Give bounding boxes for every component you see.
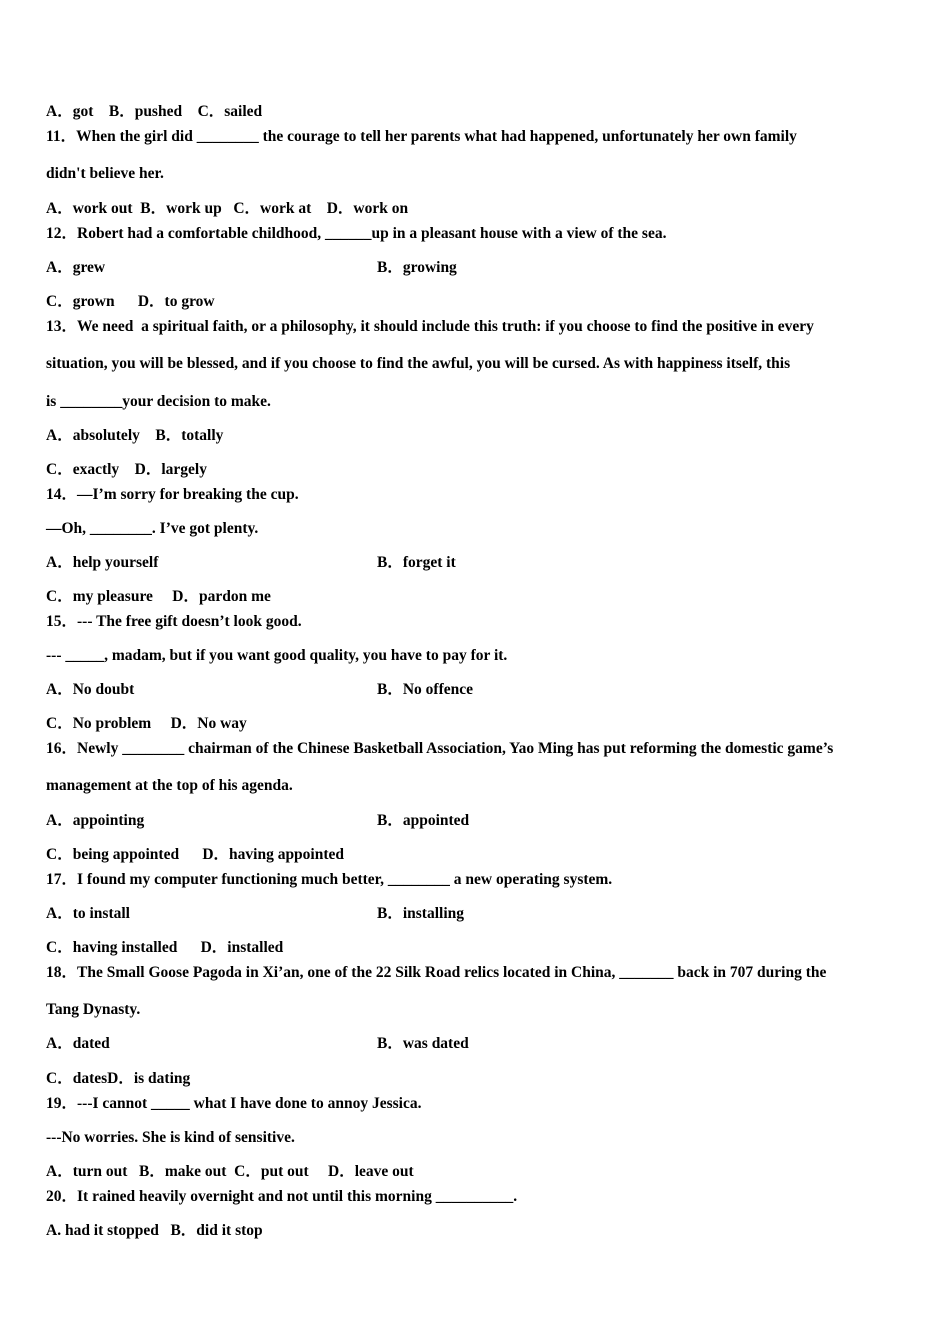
q12-option-a: A．grew — [46, 259, 106, 276]
q17-option-a: A．to install — [46, 905, 130, 922]
q16-option-b: B．appointed — [377, 812, 470, 829]
q14-stem-cont: —Oh, ________. I’ve got plenty. — [46, 520, 259, 537]
q19-stem-cont: ---No worries. She is kind of sensitive. — [46, 1129, 295, 1146]
q11-options: A．work out B．work up C．work at D．work on — [46, 200, 409, 217]
q18-stem: 18．The Small Goose Pagoda in Xi’an, one of the 22 Silk Road relics located in China, _______ back in 707 during the — [46, 964, 827, 981]
q13-options-cd: C．exactly D．largely — [46, 461, 207, 478]
q13-stem-cont: is ________your decision to make. — [46, 393, 271, 410]
q18-option-b: B．was dated — [377, 1035, 469, 1052]
q17-option-b: B．installing — [377, 905, 464, 922]
q10-options: A．got B．pushed C．sailed — [46, 103, 263, 120]
q11-stem: 11．When the girl did ________ the courage to tell her parents what had happened, unfortunately her own family — [46, 128, 797, 145]
q14-stem: 14．—I’m sorry for breaking the cup. — [46, 486, 299, 503]
q20-options: A. had it stopped B．did it stop — [46, 1222, 263, 1239]
q13-options-ab: A．absolutely B．totally — [46, 427, 224, 444]
q16-options-cd: C．being appointed D．having appointed — [46, 846, 345, 863]
q15-stem-cont: --- _____, madam, but if you want good quality, you have to pay for it. — [46, 647, 508, 664]
q17-stem: 17．I found my computer functioning much better, ________ a new operating system. — [46, 871, 613, 888]
q13-stem: 13．We need a spiritual faith, or a philosophy, it should include this truth: if you choose to find the positive in every — [46, 318, 814, 335]
q16-stem-cont: management at the top of his agenda. — [46, 777, 293, 794]
q14-option-b: B．forget it — [377, 554, 456, 571]
q11-stem-cont: didn't believe her. — [46, 165, 164, 182]
q15-options-cd: C．No problem D．No way — [46, 715, 247, 732]
q17-options-cd: C．having installed D．installed — [46, 939, 284, 956]
q16-stem: 16．Newly ________ chairman of the Chinese Basketball Association, Yao Ming has put reforming the domestic game’s — [46, 740, 834, 757]
q15-stem: 15．--- The free gift doesn’t look good. — [46, 613, 302, 630]
q12-options-cd: C．grown D．to grow — [46, 293, 215, 310]
q16-option-a: A．appointing — [46, 812, 145, 829]
q18-stem-cont: Tang Dynasty. — [46, 1001, 141, 1018]
q13-stem-cont: situation, you will be blessed, and if you choose to find the awful, you will be cursed. As with happiness itself, this — [46, 355, 791, 372]
q14-option-a: A．help yourself — [46, 554, 159, 571]
q15-option-a: A．No doubt — [46, 681, 135, 698]
q14-options-cd: C．my pleasure D．pardon me — [46, 588, 271, 605]
q18-options-cd: C．datesD．is dating — [46, 1070, 191, 1087]
q15-option-b: B．No offence — [377, 681, 473, 698]
q18-option-a: A．dated — [46, 1035, 110, 1052]
q19-options: A．turn out B．make out C．put out D．leave out — [46, 1163, 414, 1180]
q12-option-b: B．growing — [377, 259, 457, 276]
q12-stem: 12．Robert had a comfortable childhood, ______up in a pleasant house with a view of the sea. — [46, 225, 667, 242]
q19-stem: 19．---I cannot _____ what I have done to annoy Jessica. — [46, 1095, 422, 1112]
q20-stem: 20．It rained heavily overnight and not until this morning __________. — [46, 1188, 518, 1205]
